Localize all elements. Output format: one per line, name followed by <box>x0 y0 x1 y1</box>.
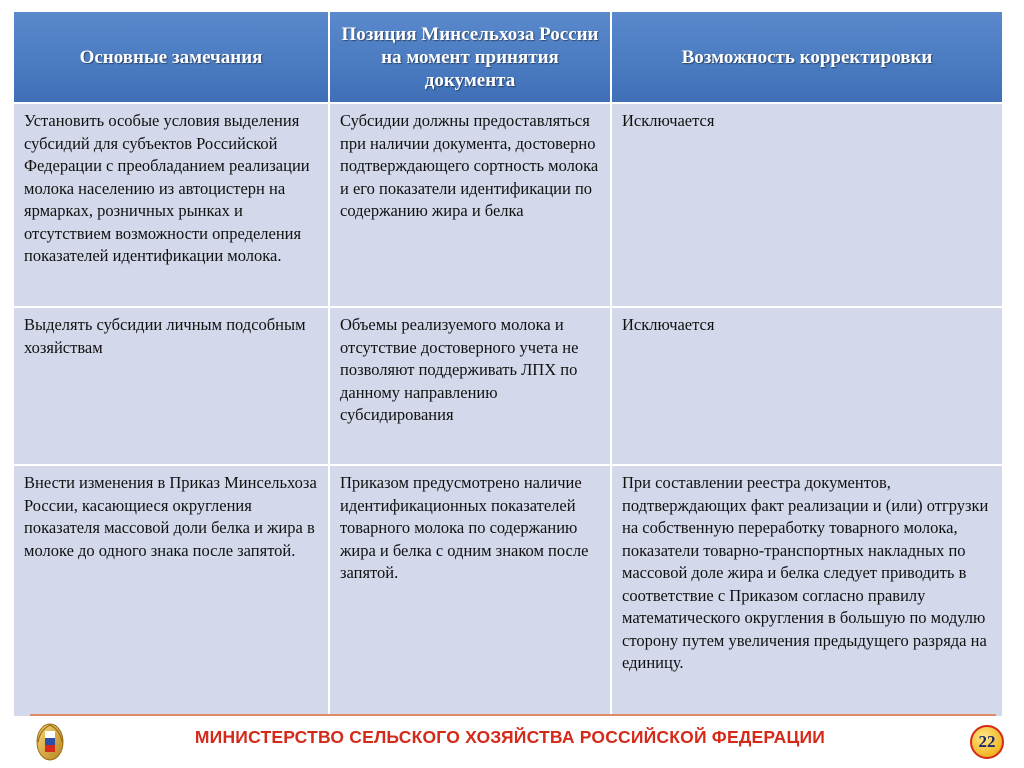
table-row <box>14 104 1002 306</box>
position-cell: Субсидии должны предоставляться при наличии документа, достоверно подтверждающего сортность молока и его показатели идентификации по содержанию жира и белка <box>330 104 610 306</box>
correction-cell: Исключается <box>612 104 1002 306</box>
ministry-emblem-icon <box>30 722 70 762</box>
correction-cell: При составлении реестра документов, подтверждающих факт реализации и (или) отгрузки на собственную переработку товарного молока, показатели товарно-транспортных накладных по массовой доле жира и белка следует приводить в соответствие с Приказом согласно правилу математического округления в большую по модулю сторону путем увеличения предыдущего разряда на единицу. <box>612 466 1002 716</box>
remark-cell: Выделять субсидии личным подсобным хозяйствам <box>14 308 328 464</box>
table-row <box>14 308 1002 464</box>
table-header-row <box>14 12 1002 102</box>
remark-cell: Установить особые условия выделения субсидий для субъектов Российской Федерации с преобладанием реализации молока населению из автоцистерн на ярмарках, розничных рынках и отсутствием возможности определения показателей идентификации молока. <box>14 104 328 306</box>
position-cell: Объемы реализуемого молока и отсутствие достоверного учета не позволяют поддерживать ЛПХ по данному направлению субсидирования <box>330 308 610 464</box>
ministry-title: МИНИСТЕРСТВО СЕЛЬСКОГО ХОЗЯЙСТВА РОССИЙСКОЙ ФЕДЕРАЦИИ <box>194 727 826 747</box>
position-cell: Приказом предусмотрено наличие идентификационных показателей товарного молока по содержанию жира и белка с одним знаком после запятой. <box>330 466 610 716</box>
header-correction-possibility: Возможность корректировки <box>612 12 1002 102</box>
page-number: 22 <box>978 732 996 751</box>
correction-cell: Исключается <box>612 308 1002 464</box>
remark-cell: Внести изменения в Приказ Минсельхоза России, касающиеся округления показателя массовой доли белка и жира в молоке до одного знака после запятой. <box>14 466 328 716</box>
remarks-table-container <box>12 10 1004 706</box>
page-number-badge <box>970 725 1004 759</box>
footer-divider <box>30 714 996 716</box>
header-main-remarks: Основные замечания <box>14 12 328 102</box>
table-row <box>14 466 1002 716</box>
remarks-table <box>12 10 1004 718</box>
header-ministry-position: Позиция Минсельхоза России на момент принятия документа <box>330 12 610 102</box>
